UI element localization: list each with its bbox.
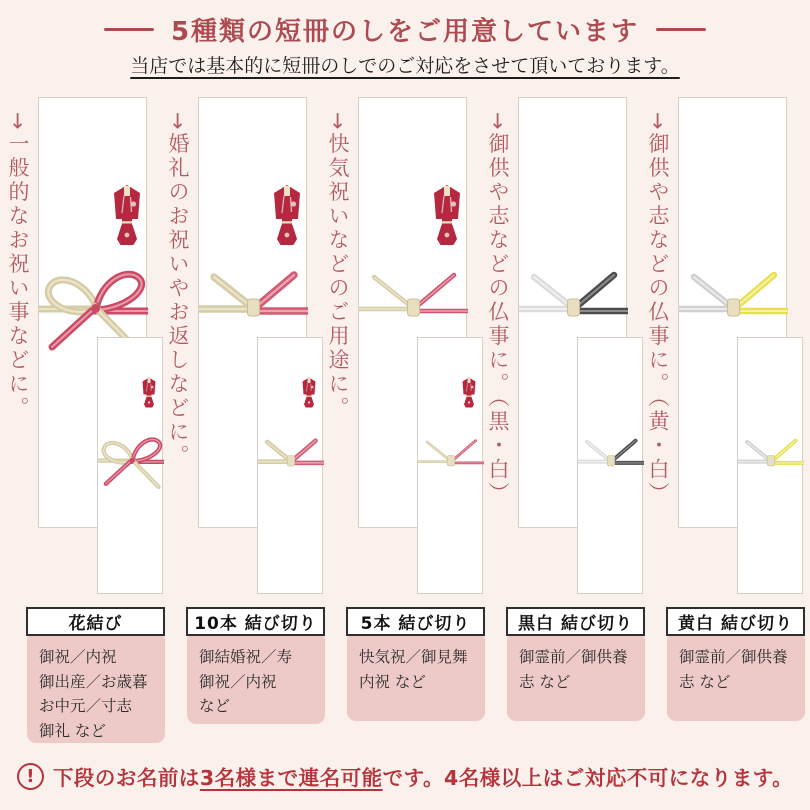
usage-line: 志 など (519, 672, 571, 691)
page-subtitle-text: 当店では基本的に短冊のしでのご対応をさせて頂いております。 (130, 55, 680, 77)
noshi-column-kishiro-musubikiri (640, 0, 800, 810)
noshi-strip-small (97, 337, 163, 594)
usage-line: 御出産／お歳暮 (39, 672, 148, 691)
usage-line: お中元／寸志 (39, 697, 133, 715)
noshi-ornament-icon (301, 377, 317, 408)
noshi-ornament-icon (141, 377, 157, 408)
usage-list (27, 636, 165, 743)
noshi-column-hanamusubi (0, 0, 160, 810)
usage-line: 御祝／内祝 (39, 648, 117, 666)
usage-caption: →快気祝いなどのご用途に。 (326, 112, 350, 421)
usage-line: 御霊前／御供養 (519, 648, 628, 666)
mizuhiki-knot-icon (738, 434, 804, 477)
mizuhiki-knot-icon (199, 264, 308, 334)
notice-bar (0, 761, 810, 791)
usage-line: 快気祝／御見舞 (359, 648, 468, 666)
notice-text-underlined: 3名様まで連名可能 (199, 766, 383, 790)
noshi-ornament-icon (591, 184, 623, 246)
knot-type-label: 5本 結び切り (346, 607, 485, 636)
noshi-strip-small (257, 337, 323, 594)
noshi-ornament-icon (781, 377, 797, 408)
noshi-column-10hon-musubikiri (160, 0, 320, 810)
noshi-column-5hon-musubikiri (320, 0, 480, 810)
noshi-ornament-icon (461, 377, 477, 408)
mizuhiki-knot-icon (98, 429, 164, 496)
noshi-ornament-icon (271, 184, 303, 246)
notice-text-before: 下段のお名前は (52, 766, 200, 790)
usage-line: 御礼 など (39, 721, 106, 740)
notice-text-after: です。4名様以上はご対応不可になります。 (382, 766, 794, 790)
page-title: 5種類の短冊のしをご用意しています (170, 17, 640, 47)
usage-list (667, 636, 805, 721)
knot-type-label: 花結び (26, 607, 165, 636)
usage-caption: →御供や志などの仏事に。（黄・白） (646, 112, 670, 507)
noshi-strip-small (577, 337, 643, 594)
mizuhiki-knot-icon (578, 434, 644, 477)
noshi-strip-small (417, 337, 483, 594)
noshi-ornament-icon (621, 377, 637, 408)
noshi-ornament-icon (111, 184, 143, 246)
mizuhiki-knot-icon (519, 264, 628, 334)
usage-line: 御結婚祝／寿 (199, 648, 293, 666)
mizuhiki-knot-icon (418, 434, 484, 477)
usage-list (507, 636, 645, 721)
noshi-ornament-icon (431, 184, 463, 246)
mizuhiki-knot-icon (359, 264, 468, 334)
usage-caption: →一般的なお祝い事などに。 (6, 112, 30, 421)
knot-type-label: 黄白 結び切り (666, 607, 805, 636)
usage-line: など (199, 697, 231, 715)
noshi-ornament-icon (751, 184, 783, 246)
knot-type-label: 10本 結び切り (186, 607, 325, 636)
usage-line: 御霊前／御供養 (679, 648, 788, 666)
mizuhiki-knot-icon (679, 264, 788, 334)
usage-caption: →御供や志などの仏事に。（黒・白） (486, 112, 510, 507)
noshi-strip-small (737, 337, 803, 594)
usage-list (347, 636, 485, 721)
usage-list (187, 636, 325, 724)
usage-line: 志 など (679, 672, 731, 691)
usage-caption: →婚礼のお祝いやお返しなどに。 (166, 112, 190, 469)
noshi-column-kuroshiro-musubikiri (480, 0, 640, 810)
alert-icon: ! (17, 763, 44, 790)
notice-text (53, 761, 793, 791)
mizuhiki-knot-icon (258, 434, 324, 477)
usage-line: 御祝／内祝 (199, 672, 277, 691)
knot-type-label: 黒白 結び切り (506, 607, 645, 636)
usage-line: 内祝 など (359, 672, 426, 691)
